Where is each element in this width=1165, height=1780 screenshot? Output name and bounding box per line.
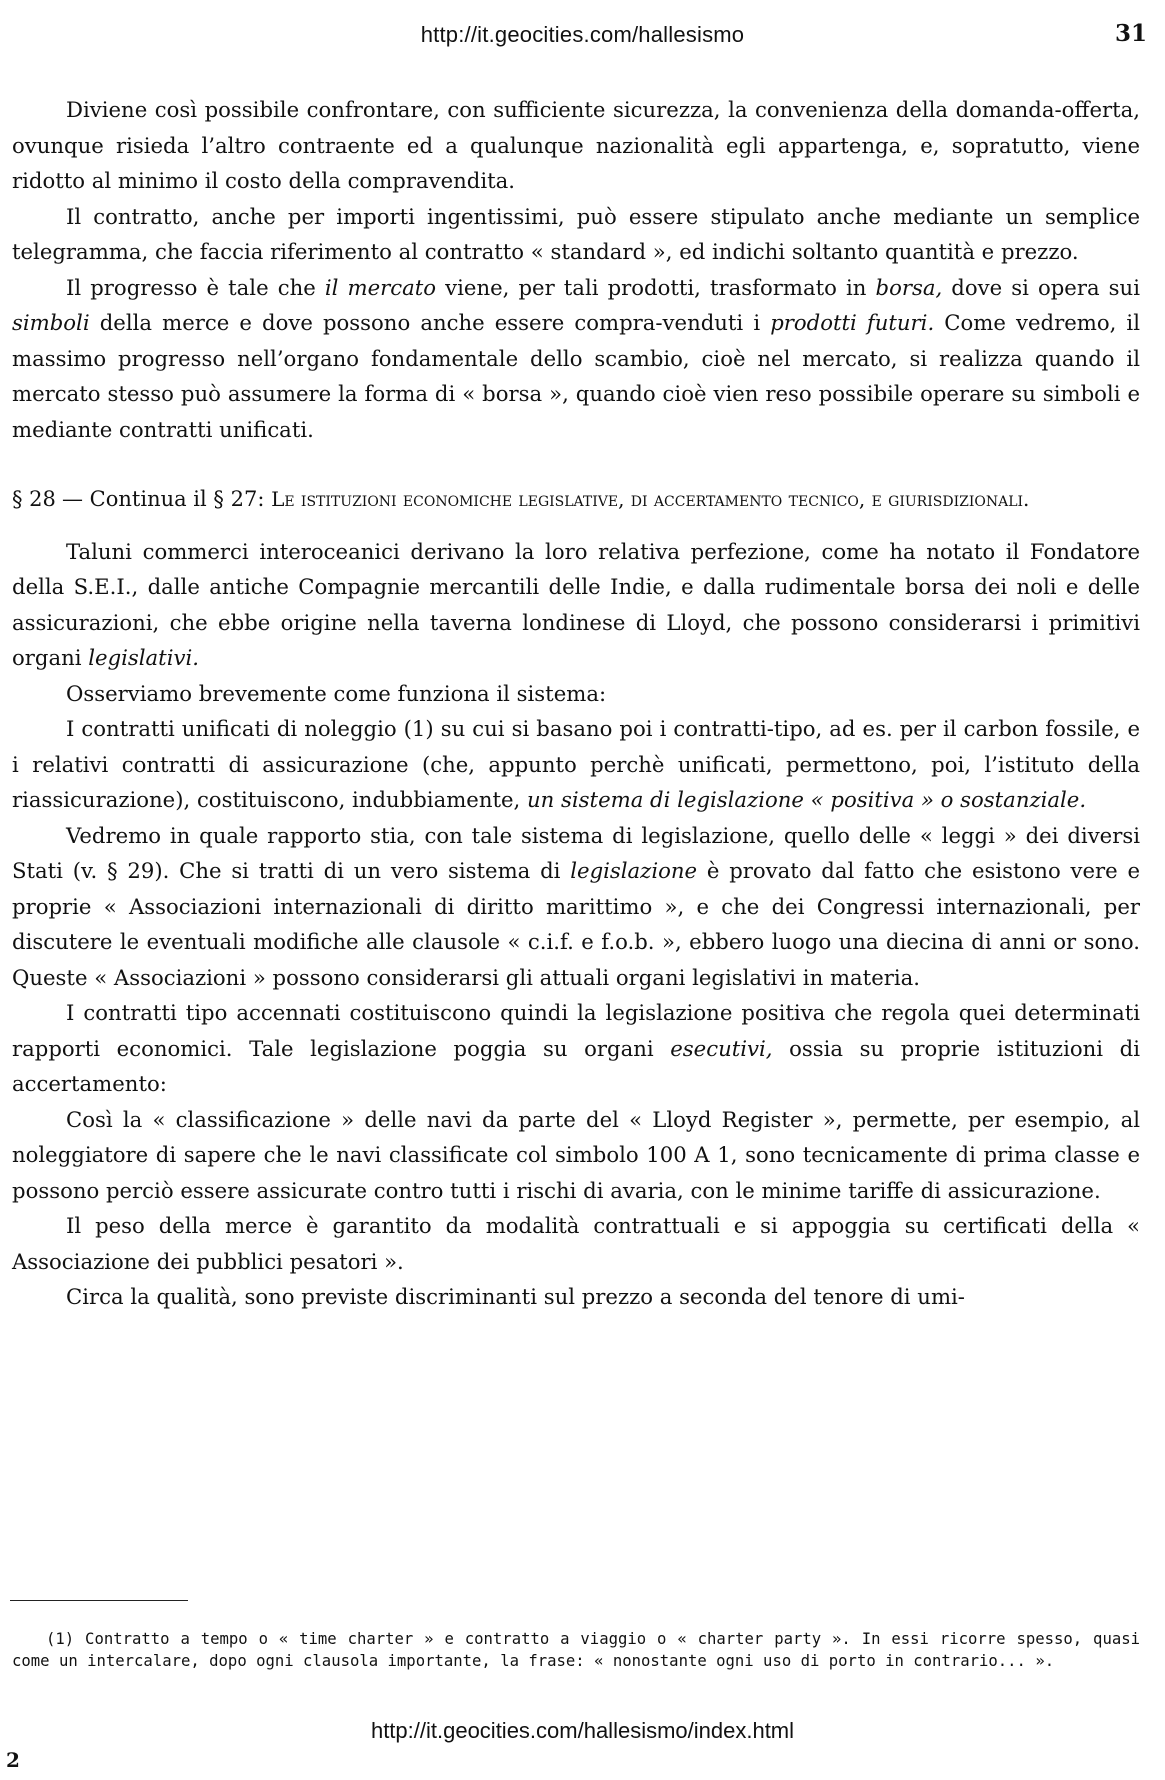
paragraph-4 xyxy=(12,534,1140,676)
paragraph-3-italic-simboli: simboli xyxy=(12,310,90,335)
footer-url: http://it.geocities.com/hallesismo/index.html xyxy=(370,1718,795,1743)
paragraph-9: Così la « classificazione » delle navi da parte del « Lloyd Register », permette, per esempio, al noleggiatore di sapere che le navi classificate col simbolo 100 A 1, sono tecnicamente di prima classe e possono perciò essere assicurate contro tutti i rischi di avaria, con le minime tariffe di assicurazione. xyxy=(12,1106,1140,1203)
paragraph-7-part-a: Vedremo in quale rapporto stia, con tale sistema di legislazione, quello delle « leggi » dei diversi Stati (v. § 29). Che si tratti di un vero sistema di xyxy=(12,822,1140,883)
footnote: (1) Contratto a tempo o « time charter » e contratto a viaggio o « charter party ». In essi ricorre spesso, quasi come un intercalare, dopo ogni clausola importante, la frase: « nonostante ogni uso di porto in contrario... ». xyxy=(12,1630,1140,1670)
paragraph-7 xyxy=(12,818,1140,996)
paragraph-3-part-i: Come vedremo, il massimo progresso nell’organo fondamentale dello scambio, cioè nel mercato, si realizza quando il mercato stesso può assumere la forma di « borsa », quando cioè vien reso possibile operare su simboli e mediante contratti unificati. xyxy=(12,310,1140,442)
paragraph-8-part-c: ossia su proprie istituzioni di accertamento: xyxy=(12,1035,1140,1096)
paragraph-8 xyxy=(12,995,1140,1102)
paragraph-3-part-c: viene, per tali prodotti, trasformato in xyxy=(436,274,876,300)
paragraph-8-part-a: I contratti tipo accennati costituiscono quindi la legislazione positiva che regola quei determinati rapporti economici. Tale legislazione poggia su organi xyxy=(12,1000,1140,1061)
signature-mark: 2 xyxy=(6,1748,20,1772)
paragraph-6-part-a: I contratti unificati di noleggio (1) su cui si basano poi i contratti-tipo, ad es. per il carbon fossile, e i relativi contratti di assicurazione (che, appunto perchè unificati, permettono, poi, l’istituto della riassicurazione), costituiscono, indubbiamente, xyxy=(12,716,1140,812)
header-url: http://it.geocities.com/hallesismo xyxy=(420,22,745,47)
section-heading-title: Le istituzioni economiche legislative, di accertamento tecnico, e giurisdizionali. xyxy=(271,487,1030,511)
paragraph-2: Il contratto, anche per importi ingentissimi, può essere stipulato anche mediante un semplice telegramma, che faccia riferimento al contratto « standard », ed indichi soltanto quantità e prezzo. xyxy=(12,203,1140,264)
paragraph-7-part-c: è provato dal fatto che esistono vere e proprie « Associazioni internazionali di diritto marittimo », e che dei Congressi internazionali, per discutere le eventuali modifiche alle clausole « c.i.f. e f.o.b. », ebbero luogo una diecina di anni or sono. Queste « Associazioni » possono considerarsi gli attuali organi legislativi in materia. xyxy=(12,858,1140,990)
paragraph-3 xyxy=(12,270,1140,448)
footnote-divider xyxy=(10,1600,188,1601)
paragraph-3-part-g: della merce e dove possono anche essere compra-venduti i xyxy=(89,310,771,335)
paragraph-8-italic-esecutivi: esecutivi, xyxy=(670,1035,773,1061)
paragraph-3-italic-borsa: borsa, xyxy=(875,274,943,300)
paragraph-10: Il peso della merce è garantito da modalità contrattuali e si appoggia su certificati della « Associazione dei pubblici pesatori ». xyxy=(12,1213,1140,1274)
paragraph-7-italic-legislazione: legislazione xyxy=(570,858,698,883)
paragraph-3-italic-prodotti-futuri: prodotti futuri. xyxy=(770,310,935,335)
paragraph-4-part-a: Taluni commerci interoceanici derivano la loro relativa perfezione, come ha notato il Fondatore della S.E.I., dalle antiche Compagnie mercantili delle Indie, e dalla rudimentale borsa dei noli e delle assicurazioni, che ebbe origine nella taverna londinese di Lloyd, che possono considerarsi i primitivi organi xyxy=(12,538,1140,670)
section-heading-text: — Continua il § 27: xyxy=(62,487,272,511)
paragraph-11: Circa la qualità, sono previste discriminanti sul prezzo a seconda del tenore di umi- xyxy=(66,1284,965,1309)
paragraph-6 xyxy=(12,711,1140,818)
paragraph-4-italic-legislativi: legislativi. xyxy=(88,645,199,670)
paragraph-6-italic-sistema: un sistema di legislazione « positiva » o sostanziale. xyxy=(527,787,1087,812)
paragraph-5: Osserviamo brevemente come funziona il sistema: xyxy=(66,680,607,706)
paragraph-3-part-a: Il progresso è tale che xyxy=(66,274,325,300)
page-number: 31 xyxy=(1114,20,1147,47)
paragraph-3-italic-mercato: il mercato xyxy=(324,274,437,300)
section-heading xyxy=(12,482,1140,518)
body-text xyxy=(12,92,1140,1315)
paragraph-3-part-e: dove si opera sui xyxy=(942,274,1140,300)
section-marker: § 28 xyxy=(12,487,56,511)
paragraph-1: Diviene così possibile confrontare, con sufficiente sicurezza, la convenienza della domanda-offerta, ovunque risieda l’altro contraente ed a qualunque nazionalità egli appartenga, e, sopratutto, viene ridotto al minimo il costo della compravendita. xyxy=(12,97,1140,193)
